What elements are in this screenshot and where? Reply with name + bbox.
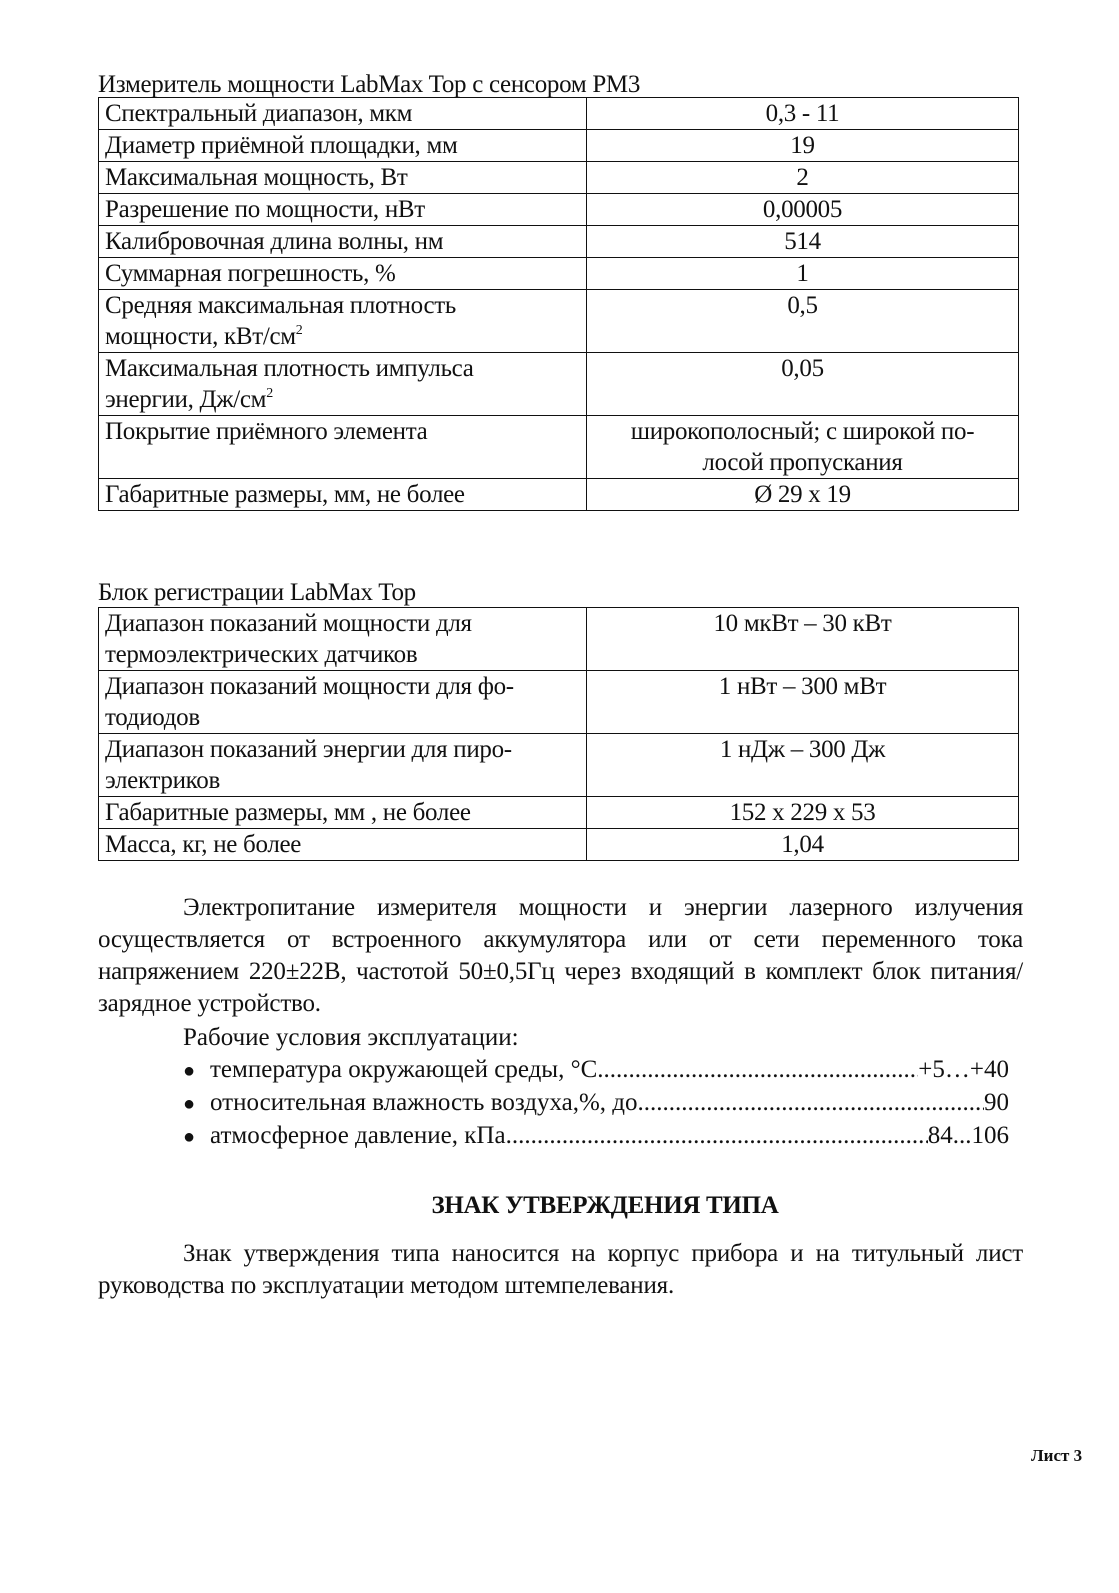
value-cell: 1,04 xyxy=(587,829,1019,861)
param-line: Диапазон показаний мощности для xyxy=(105,610,472,637)
sheet-number: Лист 3 xyxy=(1031,1446,1083,1465)
table-row xyxy=(99,226,1019,258)
param-cell xyxy=(99,290,587,353)
table1-caption: Измеритель мощности LabMax Top с сенсором PM3 xyxy=(98,71,641,98)
param-line xyxy=(105,384,580,415)
param-cell: Максимальная мощность, Вт xyxy=(99,162,587,194)
param-cell: Масса, кг, не более xyxy=(99,829,587,861)
param-text: энергии, Дж/см xyxy=(105,386,267,413)
condition-value: 90 xyxy=(984,1089,1009,1116)
param-cell: Калибровочная длина волны, нм xyxy=(99,226,587,258)
table-row xyxy=(99,194,1019,226)
param-line: тодиодов xyxy=(105,704,200,731)
param-cell: Спектральный диапазон, мкм xyxy=(99,98,587,130)
value-cell: 0,05 xyxy=(587,353,1019,416)
param-cell: Габаритные размеры, мм, не более xyxy=(99,479,587,511)
param-line: электриков xyxy=(105,767,220,794)
table-row xyxy=(99,353,1019,416)
value-line: широкополосный; с широкой по- xyxy=(630,418,975,445)
operating-conditions-list xyxy=(183,1054,1009,1153)
param-cell: Суммарная погрешность, % xyxy=(99,258,587,290)
condition-label: атмосферное давление, кПа xyxy=(210,1122,506,1149)
dot-leader xyxy=(506,1120,928,1152)
registration-unit-table xyxy=(98,607,1019,861)
table2-caption: Блок регистрации LabMax Top xyxy=(98,579,416,606)
list-item xyxy=(183,1087,1009,1120)
param-cell: Покрытие приёмного элемента xyxy=(99,416,587,479)
superscript: 2 xyxy=(266,386,273,401)
param-line: Максимальная плотность импульса xyxy=(105,355,474,382)
param-cell: Габаритные размеры, мм , не более xyxy=(99,797,587,829)
table-row xyxy=(99,829,1019,861)
value-cell: 514 xyxy=(587,226,1019,258)
value-line: лосой пропускания xyxy=(702,449,903,476)
table-row xyxy=(99,797,1019,829)
dot-leader xyxy=(597,1054,918,1086)
dot-leader xyxy=(638,1087,984,1119)
param-line xyxy=(105,321,580,352)
list-item xyxy=(183,1120,1009,1153)
table-row xyxy=(99,258,1019,290)
list-item xyxy=(183,1054,1009,1087)
value-cell: 0,5 xyxy=(587,290,1019,353)
table-row xyxy=(99,608,1019,671)
param-line: Диапазон показаний мощности для фо- xyxy=(105,673,514,700)
param-line: Диапазон показаний энергии для пиро- xyxy=(105,736,512,763)
approval-heading: ЗНАК УТВЕРЖДЕНИЯ ТИПА xyxy=(431,1192,779,1219)
value-cell: 0,00005 xyxy=(587,194,1019,226)
bullet-icon: ● xyxy=(183,1093,196,1115)
table-row xyxy=(99,479,1019,511)
bullet-icon: ● xyxy=(183,1126,196,1148)
param-cell xyxy=(99,734,587,797)
table-row xyxy=(99,98,1019,130)
value-cell: 0,3 - 11 xyxy=(587,98,1019,130)
bullet-icon: ● xyxy=(183,1060,196,1082)
param-cell: Разрешение по мощности, нВт xyxy=(99,194,587,226)
table-row xyxy=(99,671,1019,734)
condition-label: температура окружающей среды, °С xyxy=(210,1056,598,1083)
condition-value: +5…+40 xyxy=(918,1056,1009,1083)
table-row xyxy=(99,734,1019,797)
value-cell xyxy=(587,416,1019,479)
value-cell: 1 нДж – 300 Дж xyxy=(587,734,1019,797)
param-line: Средняя максимальная плотность xyxy=(105,292,456,319)
superscript: 2 xyxy=(295,323,303,338)
value-cell: 1 xyxy=(587,258,1019,290)
param-text: мощности, кВт/см xyxy=(105,323,296,350)
value-cell: 19 xyxy=(587,130,1019,162)
param-cell: Диаметр приёмной площадки, мм xyxy=(99,130,587,162)
table-row xyxy=(99,130,1019,162)
param-cell xyxy=(99,671,587,734)
value-cell: 2 xyxy=(587,162,1019,194)
param-cell xyxy=(99,608,587,671)
param-line: термоэлектрических датчиков xyxy=(105,641,418,668)
value-cell: 152 х 229 х 53 xyxy=(587,797,1019,829)
table-row xyxy=(99,416,1019,479)
condition-label: относительная влажность воздуха,%, до xyxy=(210,1089,638,1116)
table-row xyxy=(99,290,1019,353)
sensor-spec-table xyxy=(98,97,1019,511)
value-cell: 1 нВт – 300 мВт xyxy=(587,671,1019,734)
operating-conditions-title: Рабочие условия эксплуатации: xyxy=(183,1024,519,1051)
param-cell xyxy=(99,353,587,416)
condition-value: 84...106 xyxy=(927,1122,1009,1149)
value-cell: 10 мкВт – 30 кВт xyxy=(587,608,1019,671)
value-cell: Ø 29 х 19 xyxy=(587,479,1019,511)
table-row xyxy=(99,162,1019,194)
approval-paragraph: Знак утверждения типа наносится на корпус прибора и на титульный лист руководства по эксплуатации методом штемпелевания. xyxy=(98,1240,1023,1299)
power-supply-paragraph: Электропитание измерителя мощности и энергии лазерного излучения осуществляется от встроенного аккумулятора или от сети переменного тока напряжением 220±22В, частотой 50±0,5Гц через входящий в комплект блок питания/зарядное устройство. xyxy=(98,894,1023,1017)
